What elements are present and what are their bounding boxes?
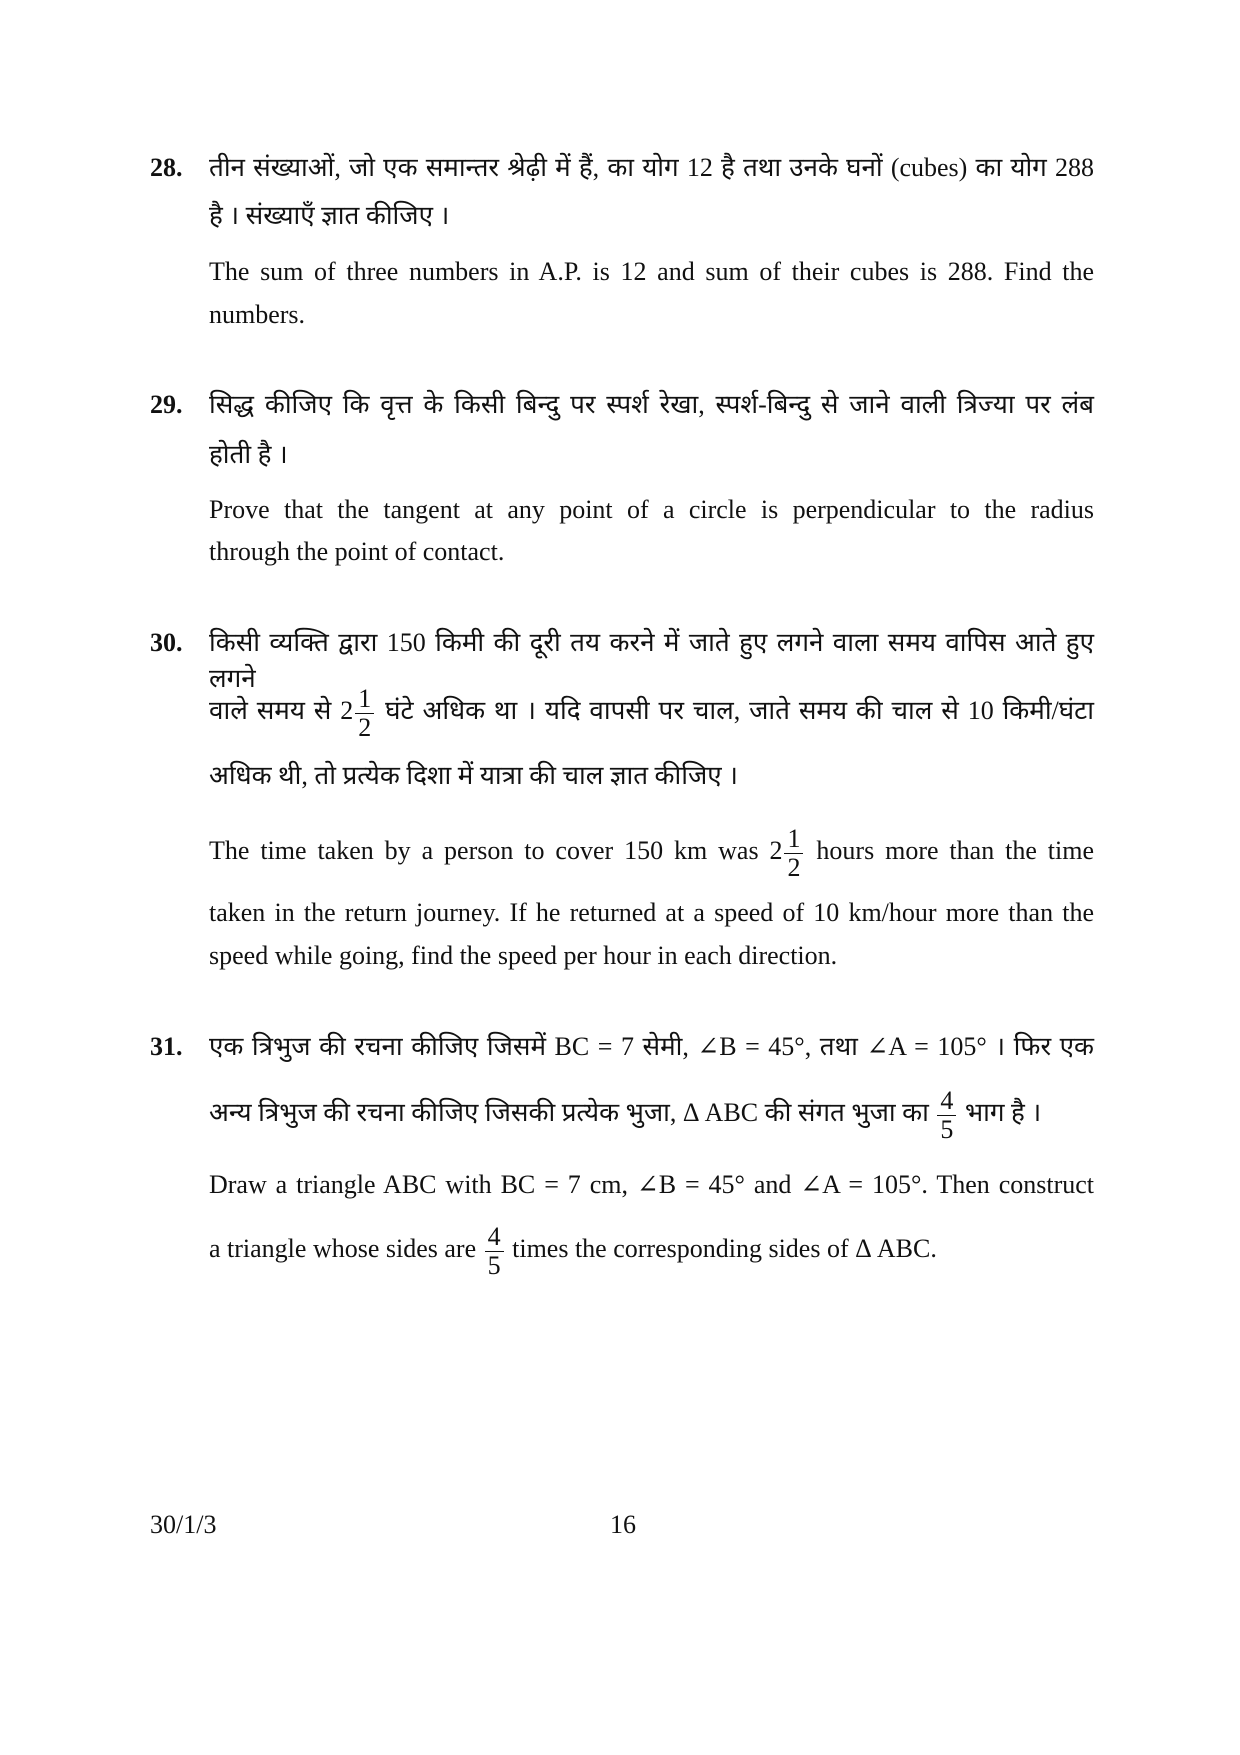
fraction [784, 825, 803, 882]
page-number: 16 [610, 1510, 636, 1539]
question-text-hindi-line: सिद्ध कीजिए कि वृत्त के किसी बिन्दु पर स्पर्श रेखा, स्पर्श-बिन्दु से जाने वाली त्रिज्या पर लंब [209, 390, 1094, 419]
paper-code: 30/1/3 [150, 1510, 217, 1539]
fraction-denominator: 5 [940, 1114, 954, 1144]
fraction-numerator: 1 [784, 825, 803, 854]
question-text-hindi-line: है । संख्याएँ ज्ञात कीजिए । [209, 201, 450, 230]
line-text-before-fraction: अन्य त्रिभुज की रचना कीजिए जिसकी प्रत्येक भुजा, Δ ABC की संगत भुजा का [209, 1098, 929, 1127]
question-text-hindi-line [209, 1071, 1094, 1155]
question-text-english-line: Prove that the tangent at any point of a circle is perpendicular to the radius [209, 495, 1094, 524]
question-number: 31. [150, 1032, 183, 1061]
question-number: 29. [150, 390, 183, 419]
line-text-before-fraction: The time taken by a person to cover 150 km was 2 [209, 836, 783, 865]
fraction [485, 1223, 504, 1280]
question-text-english-line: numbers. [209, 300, 306, 329]
question-text-hindi-line: तीन संख्याओं, जो एक समान्तर श्रेढ़ी में हैं, का योग 12 है तथा उनके घनों (cubes) का योग 288 [209, 153, 1094, 182]
fraction [355, 685, 374, 742]
fraction-denominator: 2 [787, 852, 801, 882]
fraction [937, 1087, 956, 1144]
question-text-english-line: through the point of contact. [209, 537, 505, 566]
line-text-after-fraction: भाग है । [964, 1098, 1042, 1127]
question-text-english-line [209, 809, 1094, 893]
line-text-before-fraction: वाले समय से 2 [209, 696, 354, 725]
question-text-english-line: speed while going, find the speed per hour in each direction. [209, 941, 838, 970]
line-text-after-fraction: hours more than the time [816, 836, 1095, 865]
fraction-numerator: 4 [937, 1087, 956, 1116]
question-text-hindi-line [209, 669, 1094, 753]
question-text-hindi-line: किसी व्यक्ति द्वारा 150 किमी की दूरी तय करने में जाते हुए लगने वाला समय वापिस आते हुए लगने [209, 628, 1094, 693]
question-number: 28. [150, 153, 183, 182]
line-text-after-fraction: times the corresponding sides of Δ ABC. [512, 1234, 937, 1263]
question-text-english-line: taken in the return journey. If he returned at a speed of 10 km/hour more than the [209, 898, 1094, 927]
question-text-hindi-line: होती है । [209, 440, 288, 469]
question-text-english-line: Draw a triangle ABC with BC = 7 cm, ∠B = 45° and ∠A = 105°. Then construct [209, 1170, 1094, 1199]
fraction-numerator: 4 [485, 1223, 504, 1252]
fraction-denominator: 2 [358, 712, 372, 742]
question-text-hindi-line: एक त्रिभुज की रचना कीजिए जिसमें BC = 7 सेमी, ∠B = 45°, तथा ∠A = 105° । फिर एक [209, 1032, 1094, 1061]
line-text-after-fraction: घंटे अधिक था । यदि वापसी पर चाल, जाते समय की चाल से 10 किमी/घंटा [385, 696, 1094, 725]
question-text-english-line: The sum of three numbers in A.P. is 12 and sum of their cubes is 288. Find the [209, 257, 1094, 286]
line-text-before-fraction: a triangle whose sides are [209, 1234, 477, 1263]
fraction-numerator: 1 [355, 685, 374, 714]
question-text-english-line [209, 1207, 1094, 1291]
question-number: 30. [150, 628, 183, 657]
question-text-hindi-line: अधिक थी, तो प्रत्येक दिशा में यात्रा की चाल ज्ञात कीजिए । [209, 761, 738, 790]
fraction-denominator: 5 [487, 1250, 501, 1280]
